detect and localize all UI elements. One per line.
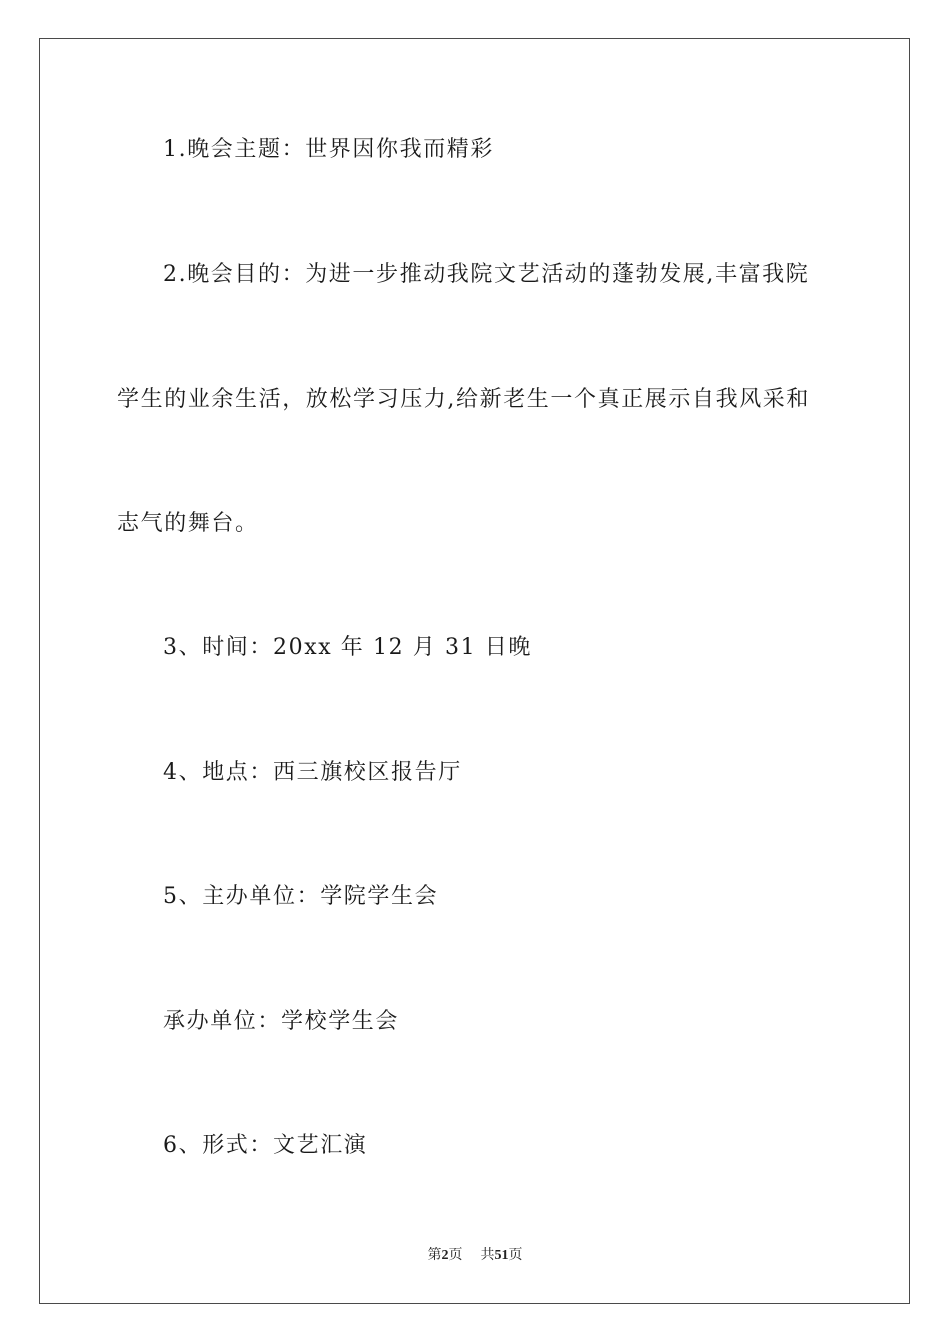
total-prefix: 共 <box>480 1248 495 1263</box>
time-line: 3、时间：20xx 年 12 月 31 日晚 <box>163 635 532 660</box>
page-number: 2 <box>441 1248 449 1263</box>
purpose-line-1: 2.晚会目的：为进一步推动我院文艺活动的蓬勃发展,丰富我院 <box>163 262 810 287</box>
page-prefix: 第 <box>427 1248 442 1263</box>
theme-line: 1.晚会主题：世界因你我而精彩 <box>163 137 494 162</box>
page-border <box>39 38 910 1304</box>
location-line: 4、地点：西三旗校区报告厅 <box>163 760 462 785</box>
total-pages: 51 <box>494 1248 509 1263</box>
purpose-line-2: 学生的业余生活，放松学习压力,给新老生一个真正展示自我风采和 <box>117 387 810 412</box>
page-suffix: 页 <box>448 1248 463 1263</box>
purpose-line-3: 志气的舞台。 <box>117 511 259 536</box>
page-footer <box>0 1247 950 1265</box>
organizer-line: 5、主办单位：学院学生会 <box>163 884 439 909</box>
total-suffix: 页 <box>508 1248 523 1263</box>
co-organizer-line: 承办单位：学校学生会 <box>163 1009 400 1034</box>
format-line: 6、形式：文艺汇演 <box>163 1133 368 1158</box>
